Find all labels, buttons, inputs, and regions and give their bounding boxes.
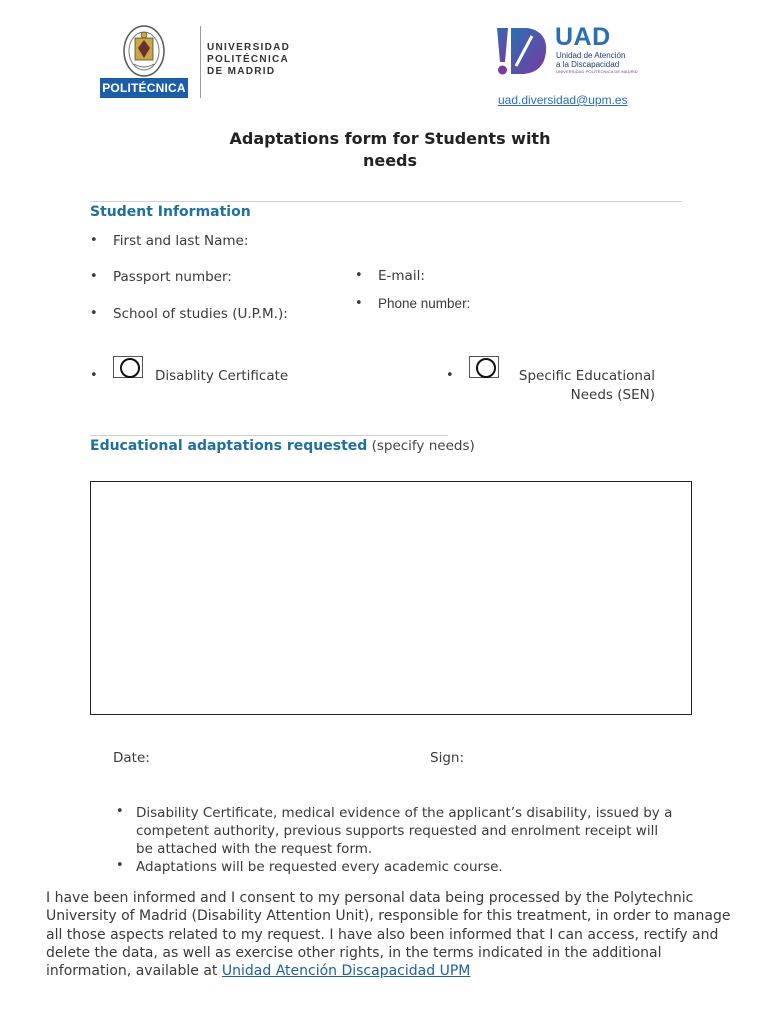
adaptations-note: (specify needs) bbox=[367, 438, 475, 454]
uad-subtitle-line-1: Unidad de Atención bbox=[556, 51, 626, 60]
bullet: • bbox=[90, 306, 98, 321]
uad-subtitle bbox=[556, 51, 625, 69]
uad-logo bbox=[494, 23, 644, 80]
upm-name-line-2: POLITÉCNICA bbox=[207, 54, 290, 65]
adaptations-textarea[interactable] bbox=[90, 481, 692, 715]
sign-label: Sign: bbox=[430, 750, 464, 766]
bullet: • bbox=[355, 268, 363, 283]
bullet: • bbox=[90, 233, 98, 248]
uad-title: UAD bbox=[555, 23, 611, 51]
upm-name bbox=[207, 42, 290, 78]
upm-logo bbox=[100, 24, 291, 100]
note-item: Adaptations will be requested every academic course. bbox=[136, 859, 503, 875]
divider bbox=[90, 201, 682, 202]
email-field-label[interactable]: E-mail: bbox=[378, 268, 425, 284]
sen-label bbox=[500, 367, 655, 405]
consent-paragraph bbox=[46, 889, 736, 980]
adaptations-heading: Educational adaptations requested bbox=[90, 438, 368, 454]
note-item: Disability Certificate, medical evidence of the applicant’s disability, issued by a competent authority, previous supports requested and enrolment receipt will be attached with the request form. bbox=[136, 805, 673, 857]
date-label: Date: bbox=[113, 750, 150, 766]
uad-mark-icon bbox=[494, 26, 552, 76]
bullet: • bbox=[355, 296, 363, 311]
name-field-label[interactable]: First and last Name: bbox=[113, 233, 249, 249]
upm-name-line-1: UNIVERSIDAD bbox=[207, 42, 291, 53]
sen-label-line-1: Specific Educational bbox=[518, 368, 655, 384]
adaptations-heading-line bbox=[90, 438, 475, 454]
disability-certificate-label: Disablity Certificate bbox=[155, 368, 289, 384]
page-title-line-1: Adaptations form for Students with bbox=[229, 129, 551, 148]
uad-info-link[interactable]: Unidad Atención Discapacidad UPM bbox=[221, 963, 471, 980]
school-field-label[interactable]: School of studies (U.P.M.): bbox=[113, 306, 288, 322]
uad-subtitle-line-2: a la Discapacidad bbox=[556, 60, 620, 69]
bullet: • bbox=[116, 804, 124, 819]
bullet: • bbox=[90, 269, 98, 284]
bullet: • bbox=[90, 368, 98, 383]
sen-checkbox[interactable] bbox=[469, 356, 499, 378]
phone-field-label[interactable]: Phone number: bbox=[378, 296, 471, 311]
disability-certificate-checkbox[interactable] bbox=[113, 356, 143, 378]
upm-divider bbox=[200, 26, 201, 98]
sen-label-line-2: Needs (SEN) bbox=[570, 387, 655, 403]
upm-seal-icon bbox=[122, 24, 166, 78]
divider bbox=[90, 435, 448, 436]
consent-text: I have been informed and I consent to my personal data being processed by the Polytechnic University of Madrid (Disability Attention Unit), responsible for this treatment, in order to manage all those aspects related to my request. I have also been informed that I can access, rectify and delete the data, as well as exercise other rights, in the terms indicated in the additional information, available at bbox=[46, 890, 731, 980]
page-title bbox=[185, 128, 595, 172]
uad-tagline: UNIVERSIDAD POLITÉCNICA DE MADRID bbox=[556, 69, 638, 74]
uad-email-link[interactable]: uad.diversidad@upm.es bbox=[498, 93, 628, 107]
upm-band: POLITÉCNICA bbox=[100, 78, 188, 98]
student-info-heading: Student Information bbox=[90, 204, 251, 220]
bullet: • bbox=[446, 368, 454, 383]
bullet: • bbox=[116, 858, 124, 873]
upm-name-line-3: DE MADRID bbox=[207, 66, 276, 77]
page-title-line-2: needs bbox=[362, 151, 418, 170]
passport-field-label[interactable]: Passport number: bbox=[113, 269, 232, 285]
